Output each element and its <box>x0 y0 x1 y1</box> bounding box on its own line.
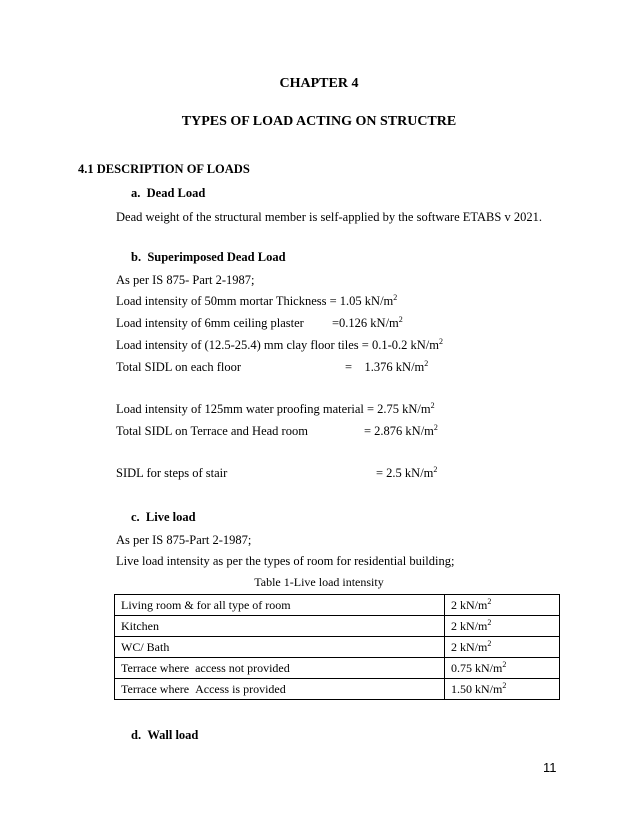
unit-exponent: 2 <box>398 314 403 324</box>
sidl-mortar-line <box>116 294 397 309</box>
unit-exponent: 2 <box>502 680 507 690</box>
live-load-intro: Live load intensity as per the types of room for residential building; <box>116 554 455 568</box>
unit-exponent: 2 <box>393 292 398 302</box>
sidl-tiles-label: Load intensity of (12.5-25.4) mm clay floor tiles = 0.1-0.2 kN/m <box>116 338 439 352</box>
unit-exponent: 2 <box>424 358 429 368</box>
load-value: 1.50 kN/m <box>451 681 503 696</box>
chapter-heading: CHAPTER 4 <box>279 76 359 91</box>
unit-exponent: 2 <box>502 659 507 669</box>
sidl-total-terrace-value-text: = 2.876 kN/m <box>364 424 434 438</box>
room-cell: Living room & for all type of room <box>115 595 445 616</box>
load-cell <box>445 595 560 616</box>
load-cell <box>445 637 560 658</box>
page-number: 11 <box>543 760 557 775</box>
sidl-waterproof-label: Load intensity of 125mm water proofing material = 2.75 kN/m <box>116 402 431 416</box>
sidl-stair-label: SIDL for steps of stair <box>116 466 228 480</box>
sidl-stair-value-text: = 2.5 kN/m <box>376 466 434 480</box>
table-row <box>115 637 560 658</box>
sidl-ceiling-value <box>332 316 403 331</box>
load-value: 2 kN/m <box>451 639 488 654</box>
sidl-mortar-label: Load intensity of 50mm mortar Thickness = 1.05 kN/m <box>116 294 394 308</box>
sidl-waterproof-line <box>116 402 435 417</box>
unit-exponent: 2 <box>430 400 435 410</box>
load-cell <box>445 658 560 679</box>
room-cell: Kitchen <box>115 616 445 637</box>
load-cell <box>445 616 560 637</box>
sidl-ceiling-value-text: =0.126 kN/m <box>332 316 399 330</box>
sidl-total-floor-value <box>345 360 428 375</box>
sidl-total-terrace-label: Total SIDL on Terrace and Head room <box>116 424 308 438</box>
table-row <box>115 616 560 637</box>
load-cell <box>445 679 560 700</box>
unit-exponent: 2 <box>433 464 438 474</box>
room-cell: Terrace where Access is provided <box>115 679 445 700</box>
unit-exponent: 2 <box>487 596 492 606</box>
table-row <box>115 595 560 616</box>
sidl-total-terrace-value <box>364 424 438 439</box>
room-cell: WC/ Bath <box>115 637 445 658</box>
sidl-total-floor-value-text: = 1.376 kN/m <box>345 360 425 374</box>
sidl-total-floor-label: Total SIDL on each floor <box>116 360 242 374</box>
load-value: 0.75 kN/m <box>451 660 503 675</box>
unit-exponent: 2 <box>487 617 492 627</box>
table-row <box>115 658 560 679</box>
wall-load-heading: d. Wall load <box>131 728 199 742</box>
room-cell: Terrace where access not provided <box>115 658 445 679</box>
live-load-code: As per IS 875-Part 2-1987; <box>116 533 252 547</box>
load-value: 2 kN/m <box>451 618 488 633</box>
table-caption: Table 1-Live load intensity <box>254 575 384 589</box>
sidl-tiles-line <box>116 338 443 353</box>
unit-exponent: 2 <box>438 336 443 346</box>
table-row <box>115 679 560 700</box>
load-value: 2 kN/m <box>451 597 488 612</box>
chapter-title: TYPES OF LOAD ACTING ON STRUCTRE <box>181 114 457 129</box>
sidl-heading: b. Superimposed Dead Load <box>131 250 286 264</box>
unit-exponent: 2 <box>487 638 492 648</box>
dead-load-heading: a. Dead Load <box>131 186 206 200</box>
live-load-heading: c. Live load <box>131 510 196 524</box>
sidl-stair-value <box>376 466 437 481</box>
section-heading: 4.1 DESCRIPTION OF LOADS <box>78 162 250 176</box>
sidl-ceiling-label: Load intensity of 6mm ceiling plaster <box>116 316 304 330</box>
dead-load-text: Dead weight of the structural member is self-applied by the software ETABS v 2021. <box>116 210 542 224</box>
unit-exponent: 2 <box>433 422 438 432</box>
sidl-code: As per IS 875- Part 2-1987; <box>116 273 255 287</box>
live-load-table <box>114 594 560 700</box>
